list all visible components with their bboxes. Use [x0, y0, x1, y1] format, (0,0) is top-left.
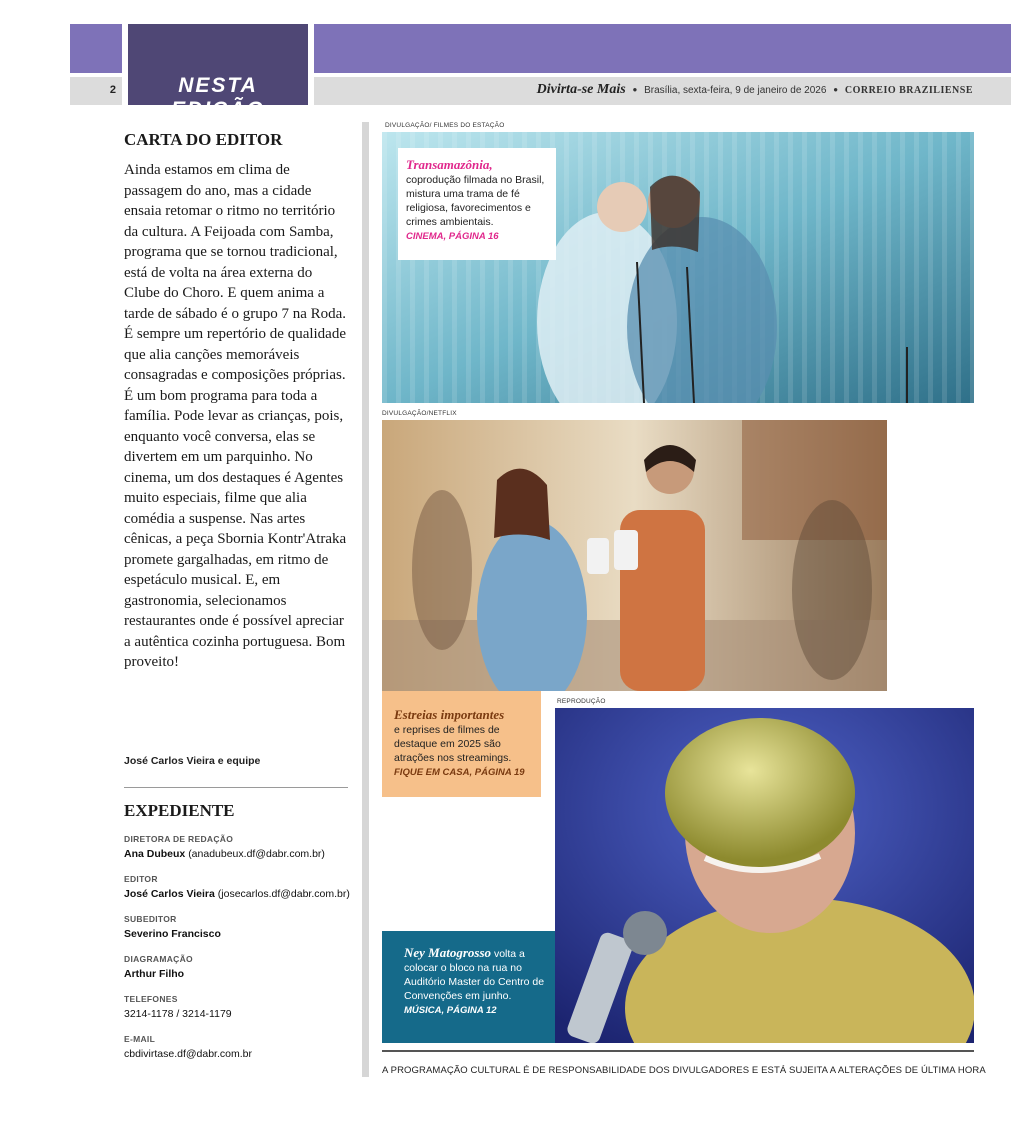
- expediente-list: [124, 833, 359, 1073]
- expediente-label: TELEFONES: [124, 994, 178, 1004]
- expediente-item: [124, 953, 359, 983]
- caption-text: e reprises de filmes de destaque em 2025 são atrações nos streamings.: [394, 724, 512, 764]
- expediente-heading: EXPEDIENTE: [124, 801, 235, 820]
- caption-box-streaming: [382, 691, 541, 797]
- photo-concert: [555, 708, 974, 1043]
- page-number: 2: [109, 84, 116, 96]
- expediente-item: [124, 833, 359, 863]
- caption-page-ref: CINEMA, PÁGINA 16: [406, 231, 499, 242]
- footer-disclaimer: A PROGRAMAÇÃO CULTURAL É DE RESPONSABILIDADE DOS DIVULGADORES E ESTÁ SUJEITA A ALTERAÇÕES DE ÚLTIMA HORA: [382, 1065, 986, 1076]
- expediente-label: SUBEDITOR: [124, 914, 177, 924]
- expediente-item: [124, 993, 359, 1023]
- masthead-newspaper: CORREIO BRAZILIENSE: [844, 85, 973, 96]
- expediente-item: [124, 913, 359, 943]
- expediente-item: [124, 873, 359, 903]
- caption-box-music: [382, 931, 555, 1043]
- expediente-label: DIRETORA DE REDAÇÃO: [124, 834, 234, 844]
- caption-text: volta a colocar o bloco na rua no Auditório Master do Centro de Convenções em junho.: [404, 948, 545, 1002]
- expediente-name: José Carlos Vieira: [124, 888, 215, 900]
- expediente-item: [124, 1033, 359, 1063]
- section-title: NESTA EDIÇÃO: [171, 74, 265, 121]
- expediente-label: EDITOR: [124, 874, 158, 884]
- column-divider: [362, 122, 369, 1077]
- divider: [124, 787, 348, 788]
- editor-letter-body: Ainda estamos em clima de passagem do ano, mas a cidade ensaia retomar o ritmo no território da cultura. A Feijoada com Samba, programa que se tornou tradicional, está de volta na área externa do Clube do Choro. E quem anima a tarde de sábado é o grupo 7 na Roda. É sempre um repertório de qualidade que alia canções memoráveis consagradas e composições próprias. É um bom programa para toda a família. Pode levar as crianças, pois, enquanto você conversa, elas se divertem em um parquinho. No cinema, um dos destaques é Agentes muito especiais, filme que alia comédia a suspense. Nas artes cênicas, a peça Sbornia Kontr'Atraka promete gargalhadas, em ritmo de espetáculo musical. E, em gastronomia, selecionamos restaurantes onde é possível apreciar a autêntica cozinha portuguesa. Bom proveito!: [124, 162, 347, 670]
- expediente-phones: 3214-1178 / 3214-1179: [124, 1008, 232, 1020]
- expediente-email: cbdivirtase.df@dabr.com.br: [124, 1048, 252, 1060]
- caption-page-ref: MÚSICA, PÁGINA 12: [404, 1005, 497, 1016]
- caption-box-cinema: [398, 148, 556, 260]
- header-band-left: [70, 24, 122, 73]
- caption-text: coprodução filmada no Brasil, mistura uma trama de fé religiosa, favorecimentos e crimes ambientais.: [406, 174, 545, 228]
- masthead: Divirta-se Mais ● Brasília, sexta-feira, 9 de janeiro de 2026 ● CORREIO BRAZILIENSE: [536, 82, 973, 97]
- photo-credit: DIVULGAÇÃO/ FILMES DO ESTAÇÃO: [385, 122, 505, 129]
- caption-title: Ney Matogrosso: [404, 945, 492, 960]
- streaming-still-image: [382, 420, 887, 691]
- expediente-name: Severino Francisco: [124, 928, 221, 940]
- masthead-brand: Divirta-se Mais: [536, 82, 626, 97]
- concert-image: [555, 708, 974, 1043]
- expediente-label: E-MAIL: [124, 1034, 156, 1044]
- expediente-email: (anadubeux.df@dabr.com.br): [188, 848, 325, 860]
- editor-letter-heading: CARTA DO EDITOR: [124, 130, 283, 149]
- photo-streaming: [382, 420, 887, 691]
- header-band-right: [314, 24, 1011, 73]
- caption-title: Transamazônia,: [406, 157, 493, 172]
- footer-rule: [382, 1050, 974, 1052]
- photo-credit: REPRODUÇÃO: [557, 698, 606, 705]
- masthead-dateline: Brasília, sexta-feira, 9 de janeiro de 2026: [644, 85, 827, 96]
- expediente-name: Ana Dubeux: [124, 848, 186, 860]
- photo-credit: DIVULGAÇÃO/NETFLIX: [382, 410, 457, 417]
- caption-page-ref: FIQUE EM CASA, PÁGINA 19: [394, 767, 525, 778]
- caption-title: Estreias importantes: [394, 707, 505, 722]
- expediente-name: Arthur Filho: [124, 968, 185, 980]
- editor-signature: José Carlos Vieira e equipe: [124, 755, 261, 767]
- expediente-email: (josecarlos.df@dabr.com.br): [217, 888, 350, 900]
- expediente-label: DIAGRAMAÇÃO: [124, 954, 193, 964]
